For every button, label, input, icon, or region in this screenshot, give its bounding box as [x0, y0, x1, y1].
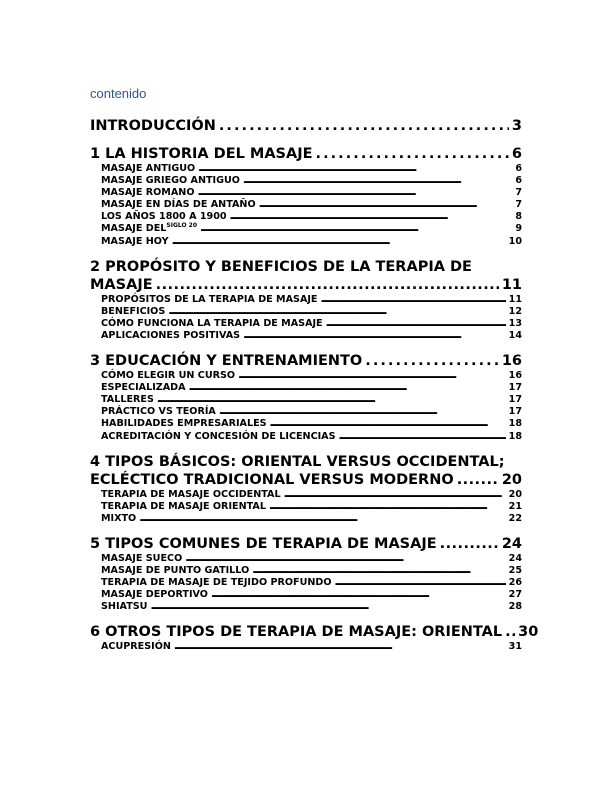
toc-subentry[interactable]: [101, 553, 522, 565]
toc-subentry[interactable]: [101, 382, 522, 394]
dot-leader: [335, 577, 506, 589]
entry-page: 8: [515, 211, 522, 223]
dot-leader: [365, 352, 499, 370]
toc-subentry[interactable]: [101, 406, 522, 418]
dot-leader: [339, 431, 506, 443]
entry-page: 6: [515, 163, 522, 174]
toc-subitems: [101, 294, 522, 342]
dot-leader: [157, 394, 506, 406]
dot-leader: [284, 489, 506, 501]
toc-entry[interactable]: [90, 535, 522, 553]
entry-page: 9: [515, 223, 522, 235]
dot-leader: [270, 418, 506, 430]
entry-title: [101, 223, 197, 235]
entry-title: TERAPIA DE MASAJE DE TEJIDO PROFUNDO: [101, 577, 332, 589]
toc-subentry[interactable]: [101, 175, 522, 187]
entry-page: 24: [501, 535, 522, 552]
entry-title: CÓMO FUNCIONA LA TERAPIA DE MASAJE: [101, 317, 323, 329]
entry-title: MASAJE HOY: [101, 235, 169, 247]
entry-page: 11: [508, 293, 522, 305]
toc-subentry[interactable]: [101, 577, 522, 589]
entry-page: 28: [508, 601, 522, 613]
entry-page: 20: [508, 488, 522, 500]
toc-subitems: [101, 489, 522, 525]
toc-subentry[interactable]: [101, 163, 522, 175]
table-of-contents: [90, 117, 539, 663]
toc-subentry[interactable]: [101, 223, 522, 235]
entry-title: PROPÓSITOS DE LA TERAPIA DE MASAJE: [101, 293, 318, 305]
entry-title: MASAJE: [90, 276, 153, 293]
entry-title: MASAJE EN DÍAS DE ANTAÑO: [101, 199, 256, 211]
toc-entry[interactable]: [90, 352, 522, 370]
toc-subentry[interactable]: [101, 236, 522, 248]
entry-page: 6: [511, 146, 522, 162]
entry-title: 3 EDUCACIÓN Y ENTRENAMIENTO: [90, 353, 363, 370]
toc-subentry[interactable]: [101, 589, 522, 601]
toc-subentry[interactable]: [101, 394, 522, 406]
toc-subentry[interactable]: [101, 318, 522, 330]
toc-subentry[interactable]: [101, 187, 522, 199]
entry-title: TERAPIA DE MASAJE OCCIDENTAL: [101, 488, 281, 500]
toc-entry[interactable]: [90, 117, 522, 135]
toc-subentry[interactable]: [101, 294, 522, 306]
entry-page: 13: [508, 317, 522, 329]
entry-title: CÓMO ELEGIR UN CURSO: [101, 370, 236, 382]
entry-page: 16: [508, 370, 522, 382]
entry-title: MIXTO: [101, 512, 137, 524]
dot-leader: [440, 535, 499, 553]
dot-leader: [238, 370, 506, 382]
entry-page: 20: [501, 471, 522, 488]
dot-leader: [269, 501, 506, 513]
toc-chapter-4: [90, 453, 522, 525]
toc-entry[interactable]: [90, 276, 522, 294]
toc-heading: contenido: [90, 86, 147, 101]
toc-subentry[interactable]: [101, 501, 522, 513]
toc-subentry[interactable]: [101, 370, 522, 382]
entry-page: 24: [508, 552, 522, 564]
entry-title: INTRODUCCIÓN: [90, 118, 216, 134]
toc-entry[interactable]: [90, 145, 522, 163]
toc-chapter-3: [90, 352, 522, 443]
entry-page: 30: [518, 624, 539, 641]
entry-page: 3: [511, 118, 522, 134]
entry-page: 18: [508, 418, 522, 430]
entry-page: 10: [508, 235, 522, 247]
entry-title-line1[interactable]: 4 TIPOS BÁSICOS: ORIENTAL VERSUS OCCIDENTAL;: [90, 453, 505, 470]
toc-chapter-1: [90, 145, 522, 248]
dot-leader: [219, 117, 509, 135]
dot-leader: [174, 641, 506, 653]
entry-title: MASAJE GRIEGO ANTIGUO: [101, 175, 240, 187]
entry-title: ESPECIALIZADA: [101, 382, 186, 394]
entry-page: 14: [508, 329, 522, 341]
entry-page: 27: [508, 589, 522, 601]
dot-leader: [326, 318, 506, 330]
toc-subitems: [101, 553, 522, 613]
entry-page: 12: [508, 305, 522, 317]
entry-title: HABILIDADES EMPRESARIALES: [101, 418, 267, 430]
dot-leader: [185, 553, 505, 565]
toc-chapter-6: [90, 623, 539, 653]
dot-leader: [457, 471, 499, 489]
toc-subentry[interactable]: [101, 330, 522, 342]
dot-leader: [252, 565, 505, 577]
toc-chapter-5: [90, 535, 522, 613]
toc-subentry[interactable]: [101, 306, 522, 318]
dot-leader: [211, 589, 506, 601]
toc-subentry[interactable]: [101, 199, 522, 211]
entry-title: BENEFICIOS: [101, 305, 166, 317]
entry-page: 17: [508, 394, 522, 406]
entry-page: 18: [508, 430, 522, 442]
dot-leader: [219, 406, 506, 418]
dot-leader: [200, 223, 512, 235]
entry-title-text: MASAJE DEL: [101, 223, 167, 235]
entry-title: MASAJE SUECO: [101, 552, 183, 564]
dot-leader: [321, 294, 506, 306]
entry-page: 31: [508, 641, 522, 653]
toc-subitems: [101, 641, 522, 653]
toc-subitems: [101, 370, 522, 443]
entry-title: TERAPIA DE MASAJE ORIENTAL: [101, 500, 266, 512]
entry-page: 6: [515, 175, 522, 187]
dot-leader: [189, 382, 506, 394]
dot-leader: [150, 601, 505, 613]
dot-leader: [197, 187, 512, 199]
toc-subentry[interactable]: [101, 489, 522, 501]
dot-leader: [172, 236, 506, 248]
entry-page: 26: [508, 577, 522, 589]
toc-subentry[interactable]: [101, 431, 522, 443]
toc-subentry[interactable]: [101, 601, 522, 613]
entry-page: 11: [501, 276, 522, 293]
toc-chapter-intro: [90, 117, 522, 135]
entry-page: 16: [501, 353, 522, 370]
toc-subentry[interactable]: [101, 418, 522, 430]
entry-title: 5 TIPOS COMUNES DE TERAPIA DE MASAJE: [90, 535, 437, 552]
toc-subitems: [101, 163, 522, 248]
dot-leader: [243, 330, 506, 342]
toc-chapter-2: [90, 258, 522, 342]
toc-subentry[interactable]: [101, 513, 522, 525]
toc-entry[interactable]: [90, 623, 539, 641]
toc-entry[interactable]: [90, 471, 522, 489]
dot-leader: [505, 623, 515, 641]
dot-leader: [316, 145, 509, 163]
dot-leader: [139, 513, 505, 525]
entry-page: 22: [508, 512, 522, 524]
dot-leader: [198, 163, 512, 175]
dot-leader: [243, 175, 512, 187]
entry-title: TALLERES: [101, 394, 154, 406]
entry-title: APLICACIONES POSITIVAS: [101, 329, 241, 341]
entry-title: ACREDITACIÓN Y CONCESIÓN DE LICENCIAS: [101, 430, 336, 442]
superscript-text: SIGLO 20: [166, 222, 198, 230]
entry-title: LOS AÑOS 1800 A 1900: [101, 211, 227, 223]
toc-subentry[interactable]: [101, 211, 522, 223]
entry-page: 7: [515, 187, 522, 199]
entry-title: 6 OTROS TIPOS DE TERAPIA DE MASAJE: ORIENTAL: [90, 624, 503, 641]
entry-title: 1 LA HISTORIA DEL MASAJE: [90, 146, 313, 162]
dot-leader: [168, 306, 505, 318]
dot-leader: [259, 199, 513, 211]
entry-title-line1[interactable]: 2 PROPÓSITO Y BENEFICIOS DE LA TERAPIA DE: [90, 258, 472, 275]
entry-page: 17: [508, 382, 522, 394]
entry-title: SHIATSU: [101, 601, 148, 613]
entry-title: ACUPRESIÓN: [101, 641, 171, 653]
dot-leader: [230, 211, 513, 223]
entry-title: MASAJE DE PUNTO GATILLO: [101, 564, 250, 576]
entry-title: MASAJE ROMANO: [101, 187, 195, 199]
entry-page: 17: [508, 406, 522, 418]
toc-subentry[interactable]: [101, 565, 522, 577]
entry-page: 21: [508, 500, 522, 512]
entry-title: MASAJE ANTIGUO: [101, 163, 196, 174]
entry-title: ECLÉCTICO TRADICIONAL VERSUS MODERNO: [90, 471, 454, 488]
entry-page: 7: [515, 199, 522, 211]
entry-title: MASAJE DEPORTIVO: [101, 589, 208, 601]
entry-title: PRÁCTICO VS TEORÍA: [101, 406, 216, 418]
toc-subentry[interactable]: [101, 641, 522, 653]
entry-page: 25: [508, 564, 522, 576]
dot-leader: [156, 276, 499, 294]
